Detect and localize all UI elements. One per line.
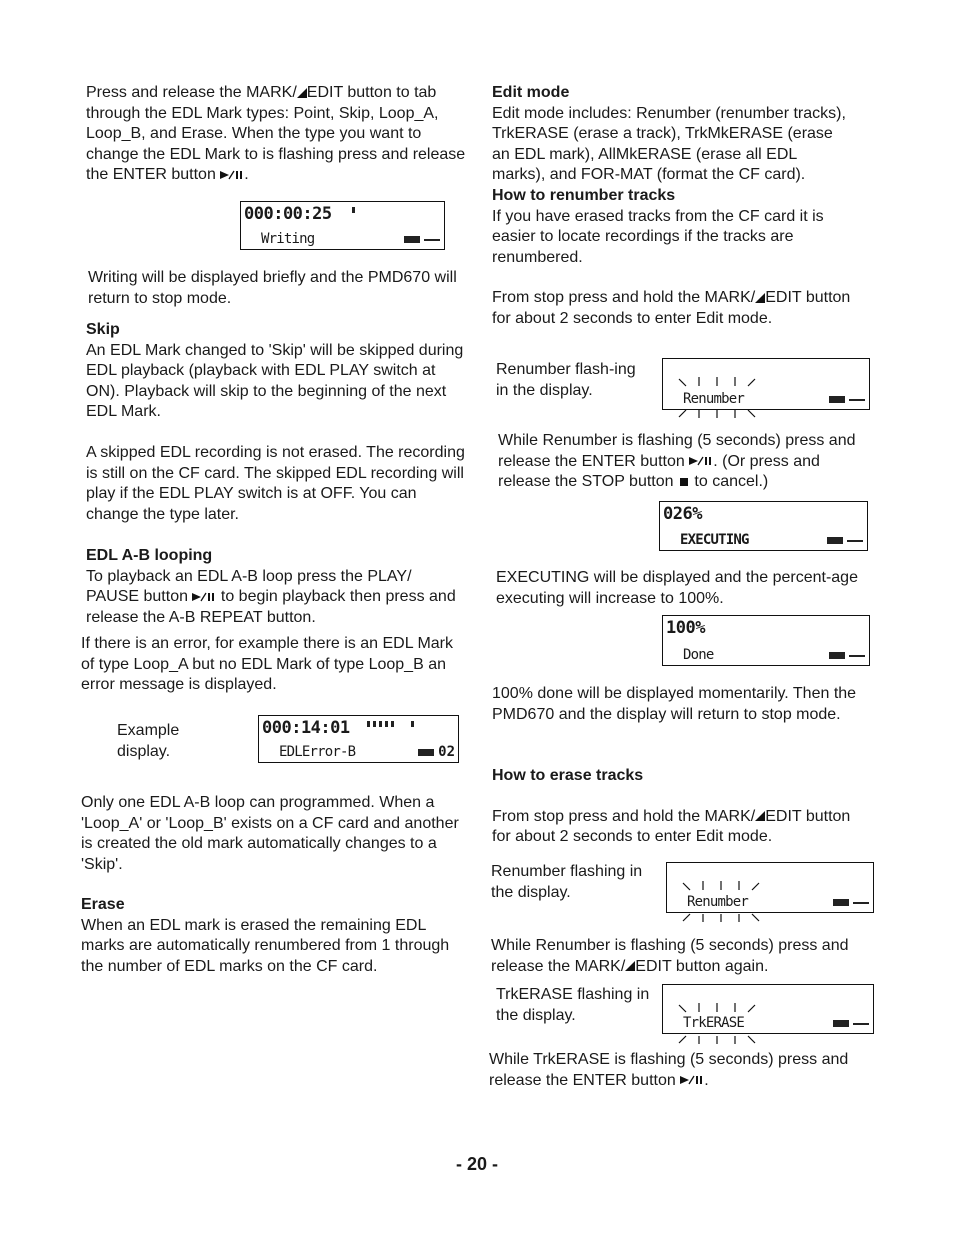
lcd-line2: Done [683,647,714,663]
play-pause-icon [680,1075,704,1085]
battery-icon [827,537,843,544]
battery-icon [418,749,434,756]
lcd-writing-display [240,201,445,250]
erase-tracks-paragraph-1: From stop press and hold the MARK/ EDIT button for about 2 seconds to enter Edit mode. [492,807,851,846]
erase-paragraph: When an EDL mark is erased the remaining EDL marks are automatically renumbered from 1 through the number of EDL marks on the CF card. [81,916,450,975]
ab-error-paragraph: If there is an error, for example there is an EDL Mark of type Loop_A but no EDL Mark of type Loop_B an error message is displayed. [81,635,454,694]
erase-section [81,895,461,977]
lcd-line1: 100% [666,618,705,638]
lcd-line1: 026% [663,504,702,524]
example-label: Example display. [117,722,180,760]
battery-icon [404,236,420,243]
stop-icon [678,477,690,487]
erase-flash-label: Renumber flashing in the display. [491,863,643,901]
lcd-line2: EXECUTING [680,532,749,548]
mark-edit-icon [755,811,765,821]
renumber-paragraph-3: While Renumber is flashing (5 seconds) press and release the ENTER button . (Or press and release the STOP button to cancel.) [498,432,856,491]
lcd-line2: Writing [261,231,315,247]
skip-heading: Skip [86,321,120,338]
renumber-flash-label: Renumber flash-ing in the display. [496,361,636,399]
intro-paragraph: Press and release the MARK/ EDIT button to tab through the EDL Mark types: Point, Skip, Loop_A, Loop_B, and Erase. When the type you want to change the EDL Mark to is flashing press and release the ENTER button . [86,84,466,184]
lcd-trkerase-display [662,984,874,1034]
lcd-error-display [258,715,459,763]
skip-paragraph-1: An EDL Mark changed to 'Skip' will be skipped during EDL playback (playback with EDL PLAY switch at ON). Playback will skip to the beginning of the next EDL Mark. [86,341,464,421]
erase-heading: Erase [81,896,125,913]
play-pause-icon [220,170,244,180]
ab-loop-note: Only one EDL A-B loop can programmed. When a 'Loop_A' or 'Loop_B' exists on a CF card and another is created the old mark automatically changes to a 'Skip'. [81,794,459,873]
lcd-line2: Renumber [687,894,749,910]
page-number: - 20 - [455,1154,498,1174]
executing-note: EXECUTING will be displayed and the percent-age executing will increase to 100%. [496,569,858,607]
skip-paragraph-2: A skipped EDL recording is not erased. The recording is still on the CF card. The skipped EDL recording will play if the EDL PLAY switch is at OFF. You can change the type later. [86,443,465,523]
edit-mode-heading: Edit mode [492,84,570,101]
erase-tracks-section [492,766,862,848]
lcd-line2: TrkERASE [683,1015,745,1031]
edit-mode-section [492,83,852,330]
lcd-line1: 000:00:25 [244,204,332,224]
lcd-line1: 000:14:01 [262,718,350,738]
lcd-renumber-display [662,358,870,410]
lcd-line2: Renumber [683,391,745,407]
mark-edit-icon [625,961,635,971]
battery-icon [829,652,845,659]
writing-note: Writing will be displayed briefly and the PMD670 will return to stop mode. [88,269,457,307]
battery-icon [833,899,849,906]
renumber-paragraph-2: From stop press and hold the MARK/ EDIT button for about 2 seconds to enter Edit mode. [492,289,851,327]
ab-heading: EDL A-B looping [86,547,213,564]
skip-section [86,320,468,525]
play-pause-icon [689,456,713,466]
erase-tracks-paragraph-2: While Renumber is flashing (5 seconds) press and release the MARK/ EDIT button again. [491,937,849,975]
battery-icon [833,1020,849,1027]
mark-edit-icon [297,88,307,98]
lcd-track-number: 02 [438,744,455,760]
battery-icon [829,396,845,403]
erase-tracks-paragraph-3: While TrkERASE is flashing (5 seconds) press and release the ENTER button . [489,1051,849,1089]
edit-mode-paragraph: Edit mode includes: Renumber (renumber tracks), TrkERASE (erase a track), TrkMkERASE (erase an EDL mark), AllMkERASE (erase all EDL marks), and FOR-MAT (format the CF card). [492,104,846,184]
lcd-renumber2-display [666,862,874,913]
trkerase-flash-label: TrkERASE flashing in the display. [496,986,650,1024]
erase-tracks-heading: How to erase tracks [492,767,644,784]
play-pause-icon [192,592,216,602]
renumber-paragraph-1: If you have erased tracks from the CF card it is easier to locate recordings if the tracks are renumbered. [492,207,824,266]
mark-edit-icon [755,293,765,303]
lcd-executing-display [659,501,868,551]
done-note: 100% done will be displayed momentarily. Then the PMD670 and the display will return to stop mode. [492,685,857,723]
ab-section: EDL A-B looping To playback an EDL A-B loop press the PLAY/ PAUSE button to begin playback then press and release the A-B REPEAT button. [86,546,468,628]
renumber-heading: How to renumber tracks [492,186,676,204]
lcd-line2: EDLError-B [279,744,356,760]
lcd-done-display [662,615,870,666]
